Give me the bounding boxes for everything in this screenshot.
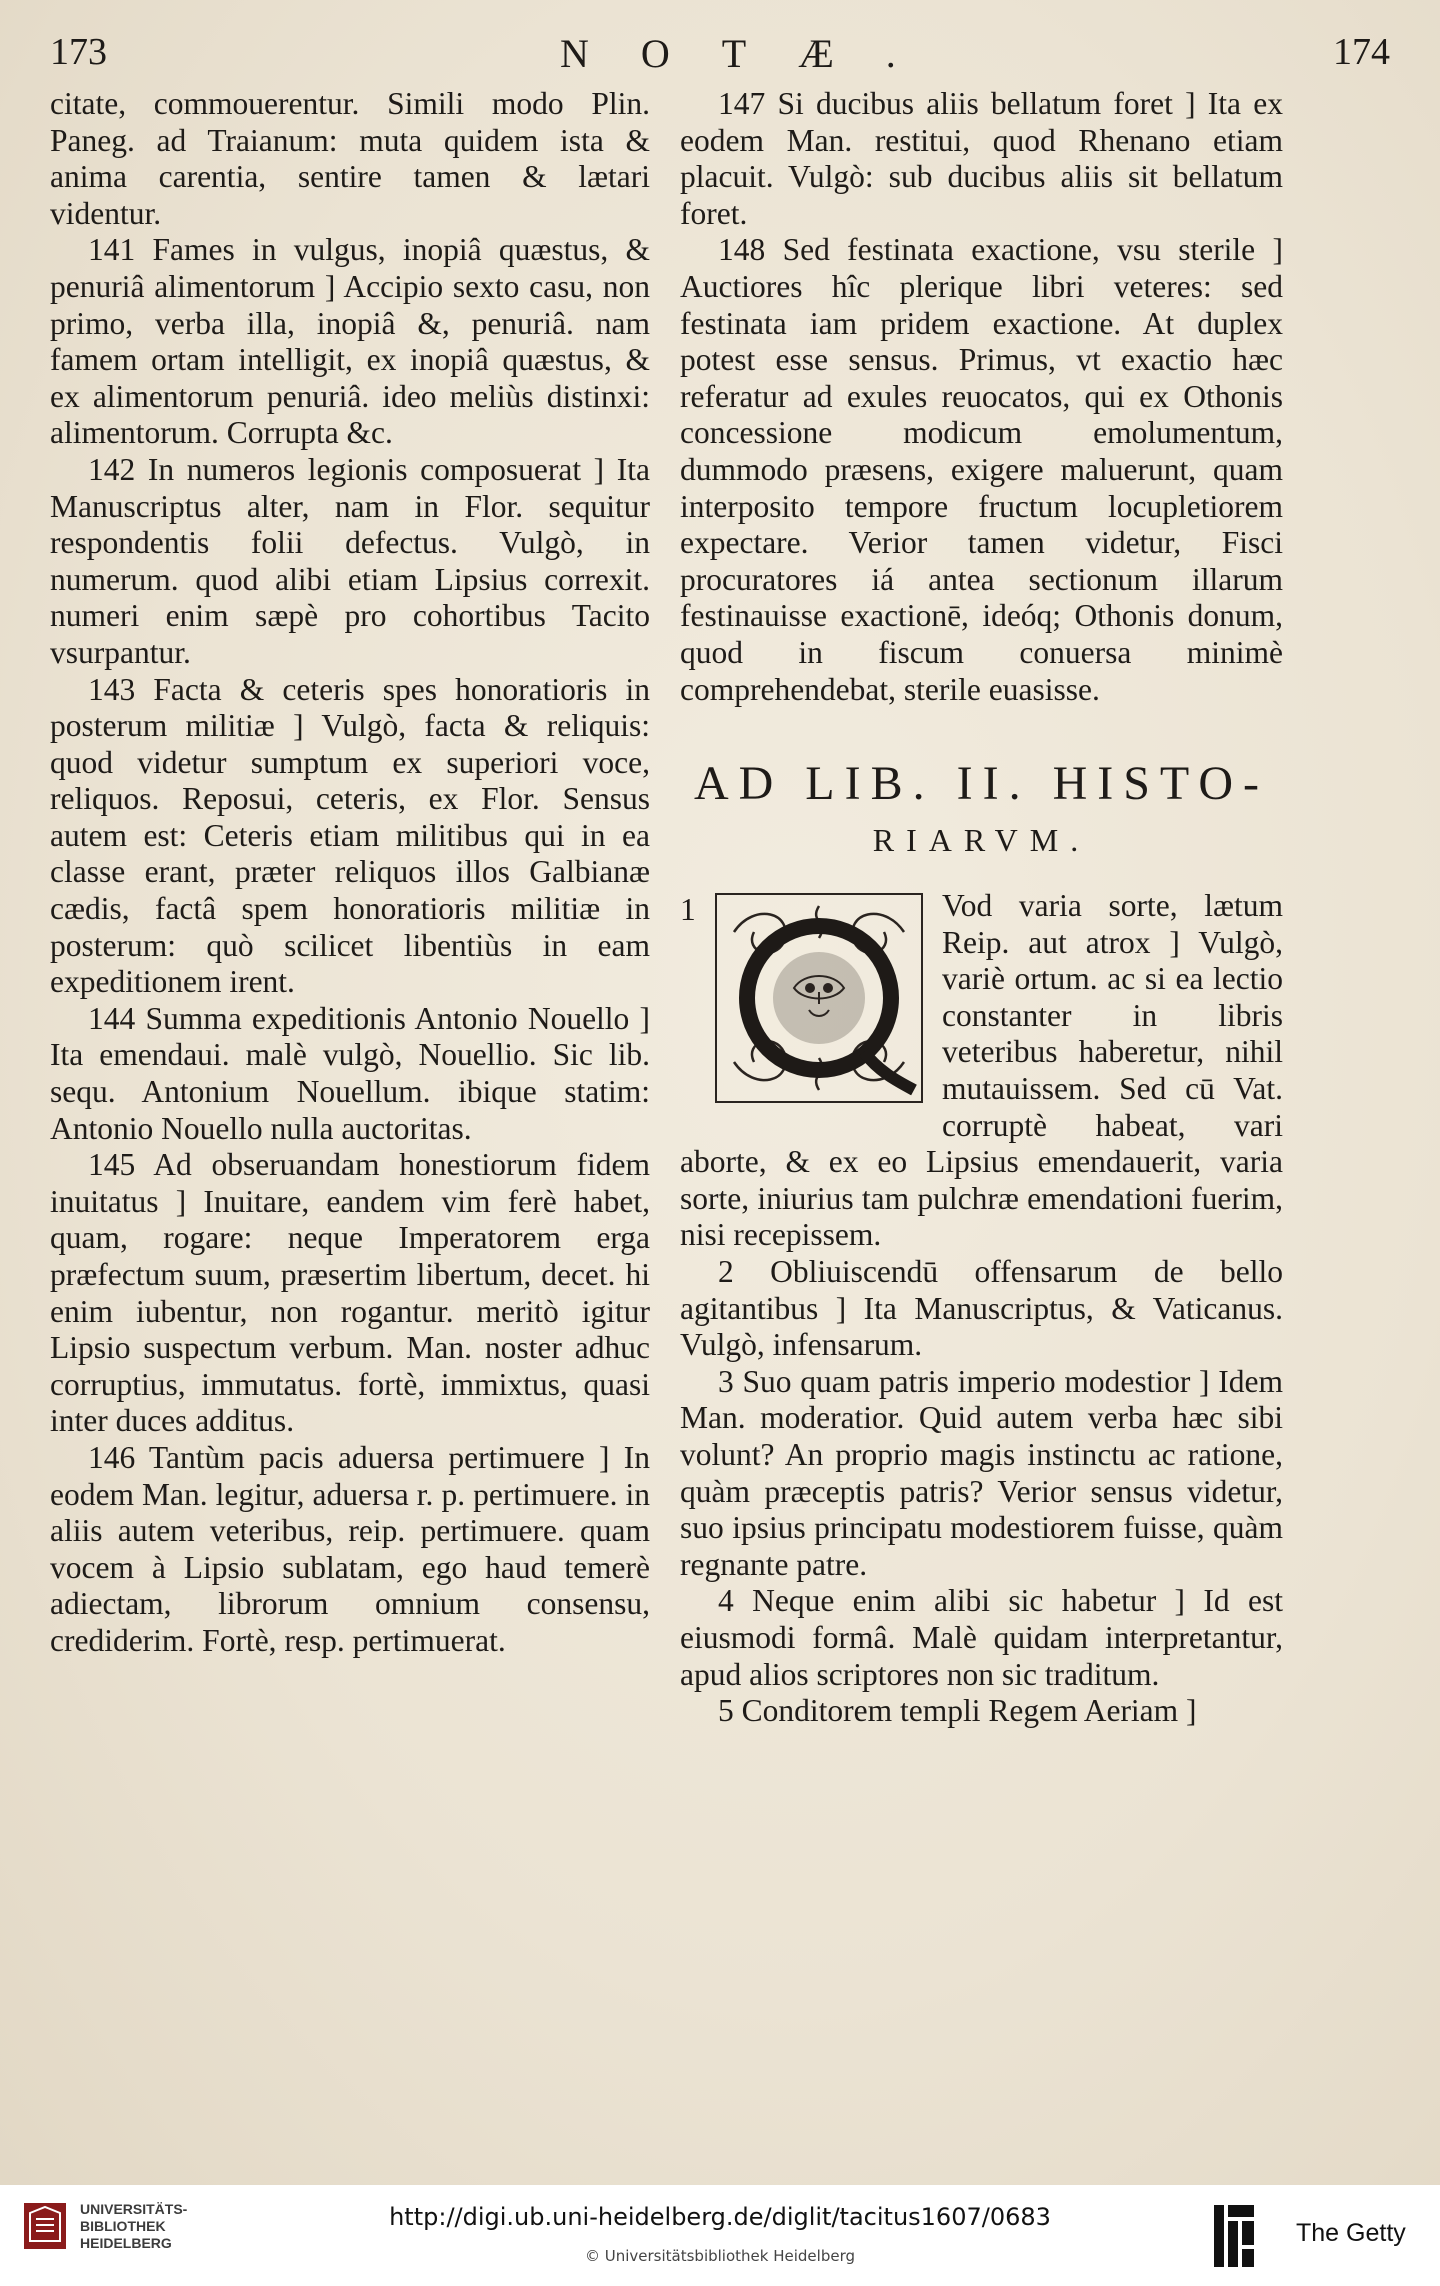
ornamental-initial-q-icon bbox=[714, 892, 924, 1104]
note-continuation: citate, commouerentur. Simili modo Plin. Paneg. ad Traianum: muta quidem ista & anima carentia, sentire tamen & lætari videntur. bbox=[50, 86, 650, 231]
note-146: 146 Tantùm pacis aduersa pertimuere ] In eodem Man. legitur, aduersa r. p. pertimuere. in aliis autem veteribus, reip. pertimuere. quam vocem à Lipsio sublatam, ego haud temerè adiectam, librorum omnium consensu, crediderim. Fortè, resp. pertimuerat. bbox=[50, 1439, 650, 1658]
getty-logo-icon bbox=[1212, 2203, 1256, 2269]
section-subheading: RIARVM. bbox=[872, 822, 1091, 859]
note-145: 145 Ad obseruandam honestiorum fidem inuitatus ] Inuitare, eandem vim ferè habet, quam, rogare: neque Imperatorem erga præfectum suum, præsertim libertum, decet. hi enim iubentur, non rogantur. meritò igitur Lipsio suspectum verbum. Man. noster adhuc corruptius, immutatus. fortè, immixtus, quasi inter duces additus. bbox=[50, 1147, 650, 1439]
page-number-left: 173 bbox=[50, 31, 107, 73]
permalink-url[interactable]: http://digi.ub.uni-heidelberg.de/diglit/tacitus1607/0683 bbox=[389, 2203, 1051, 2231]
note-144: 144 Summa expeditionis Antonio Nouello ] Ita emendaui. malè vulgò, Nouellio. Sic lib. sequ. Antonium Nouellum. ibique statim: Antonio Nouello nulla auctoritas. bbox=[50, 1000, 650, 1146]
running-title: NOTÆ. bbox=[560, 31, 948, 76]
note-142: 142 In numeros legionis composuerat ] Ita Manuscriptus alter, nam in Flor. sequitur respondentis folii defectus. Vulgò, in numerum. quod alibi etiam Lipsius correxit. numeri enim sæpè pro cohortibus Tacito vsurpantur. bbox=[50, 451, 650, 670]
note-141: 141 Fames in vulgus, inopiâ quæstus, & penuriâ alimentorum ] Accipio sexto casu, non primo, verba illa, inopiâ &, penuriâ. nam famem ortam intelligit, ex inopiâ quæstus, & ex alimentorum penuriâ. ideo meliùs distinxi: alimentorum. Corrupta &c. bbox=[50, 232, 650, 451]
left-column bbox=[50, 86, 650, 1660]
note-3: 3 Suo quam patris imperio modestior ] Idem Man. moderatior. Quid autem verba hæc sibi volunt? An proprio magis instinctu ac ratione, quàm præceptis patris? Verior sensus videtur, suo ipsius principatu modestiorem fuisse, quàm regnante patre. bbox=[680, 1363, 1283, 1582]
page-number-right: 174 bbox=[1333, 31, 1390, 73]
note-number-1: 1 bbox=[680, 892, 696, 928]
note-1: Vod varia sorte, lætum Reip. aut atrox ] Vulgò, variè ortum. ac si ea lectio constanter in libris veteribus haberetur, nihil mutauissem. Sed cū Vat. corruptè habeat, vari aborte, & ex eo Lipsius emendauerit, varia sorte, iniurius tam pulchræ emendationi fuerim, nisi recepissem. bbox=[680, 888, 1283, 1253]
getty-label: The Getty bbox=[1296, 2219, 1406, 2247]
section-heading: AD LIB. II. HISTO- bbox=[693, 757, 1270, 811]
note-2: 2 Obliuiscendū offensarum de bello agitantibus ] Ita Manuscriptus, & Vaticanus. Vulgò, infensarum. bbox=[680, 1254, 1283, 1363]
copyright-notice: © Universitätsbibliothek Heidelberg bbox=[584, 2247, 855, 2265]
viewer-footer bbox=[0, 2185, 1440, 2286]
running-head bbox=[50, 30, 1390, 80]
note-5: 5 Conditorem templi Regem Aeriam ] bbox=[718, 1693, 1197, 1729]
first-note-block bbox=[680, 888, 1283, 1254]
right-column bbox=[680, 86, 1283, 1730]
note-143: 143 Facta & ceteris spes honoratioris in posterum militiæ ] Vulgò, facta & reliquis: quod videtur sumptum ex superiori voce, reliquos. Reposui, ceteris, ex Flor. Sensus autem est: Ceteris etiam militibus qui in ea classe erant, præter reliquos illos Galbianæ cædis, factâ spem honoratioris militiæ in posterum: quò scilicet libentiùs in eam expeditionem irent. bbox=[50, 671, 650, 1000]
note-148: 148 Sed festinata exactione, vsu sterile ] Auctiores hîc plerique libri veteres: sed festinata iam pridem exactione. At duplex potest esse sensus. Primus, vt exactio hæc referatur ad exules reuocatos, qui ex Othonis concessione modicum emolumentum, dummodo præsens, exigere maluerunt, quam interposito tempore fructum locupletiorem expectare. Verior tamen videtur, Fisci procuratores iá antea sectionum illarum festinauisse exactionē, ideóq; Othonis donum, quod in fiscum conuersa minimè comprehendebat, sterile euasisse. bbox=[680, 232, 1283, 707]
library-name: UNIVERSITÄTS- BIBLIOTHEK HEIDELBERG bbox=[80, 2201, 188, 2251]
note-4: 4 Neque enim alibi sic habetur ] Id est eiusmodi formâ. Malè quidam interpretantur, apud alios scriptores non sic traditum. bbox=[680, 1583, 1283, 1692]
note-147: 147 Si ducibus aliis bellatum foret ] Ita ex eodem Man. restitui, quod Rhenano etiam placuit. Vulgò: sub ducibus aliis sit bellatum foret. bbox=[680, 86, 1283, 231]
